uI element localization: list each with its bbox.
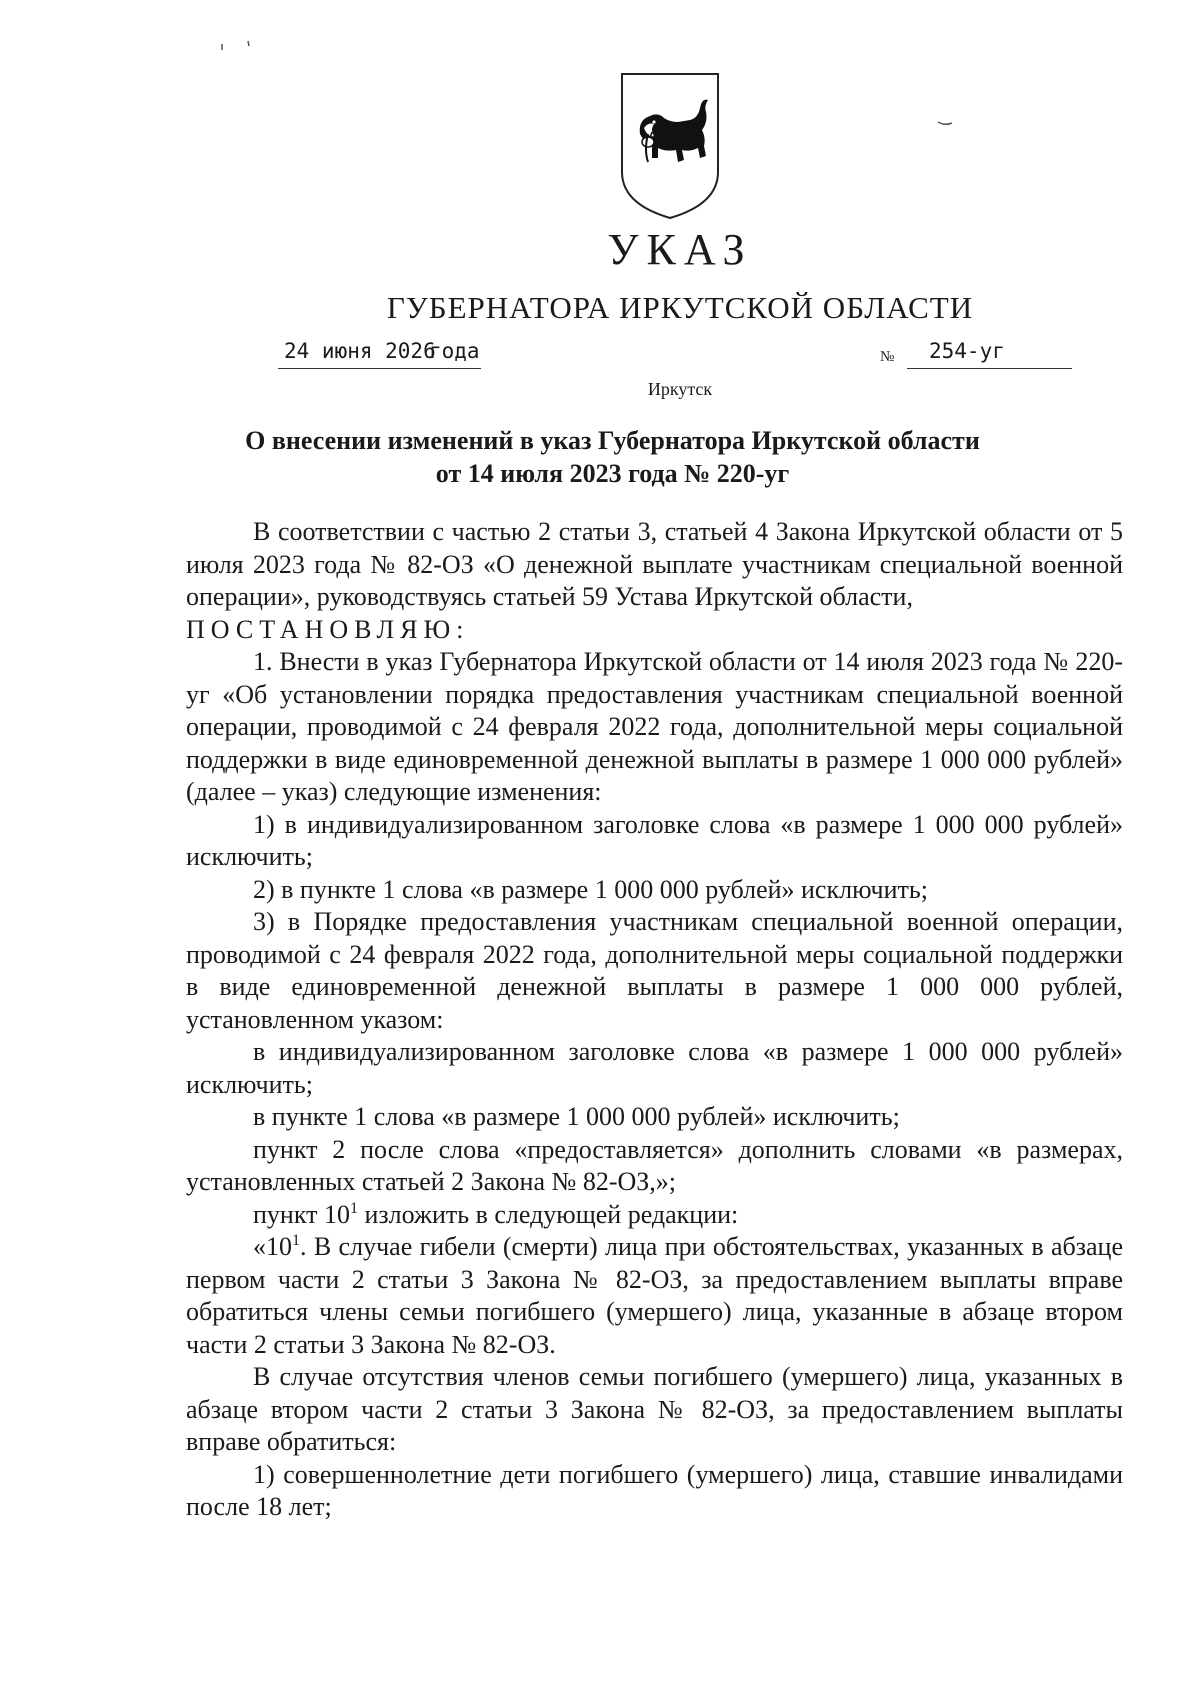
superscript: 1 [292, 1232, 300, 1249]
city-label: Иркутск [647, 379, 713, 399]
decree-word: ПОСТАНОВЛЯЮ: [186, 614, 470, 644]
amendment-point2-paragraph: пункт 2 после слова «предоставляется» дополнить словами «в размерах, установленных статьей 2 Закона № 82-ОЗ,»; [186, 1134, 1123, 1196]
amendment-point1-paragraph: в пункте 1 слова «в размере 1 000 000 рублей» исключить; [253, 1102, 900, 1131]
document-heading-line2: от 14 июля 2023 года № 220-уг [435, 459, 790, 488]
irkutsk-coat-of-arms-babr-icon [618, 72, 722, 220]
decree-number-value: 254-уг [929, 339, 1005, 363]
amendment-heading-paragraph: в индивидуализированном заголовке слова «в размере 1 000 000 рублей» исключить; [186, 1037, 1123, 1099]
subitem-1-paragraph: 1) в индивидуализированном заголовке слова «в размере 1 000 000 рублей» исключить; [186, 809, 1123, 871]
document-heading [0, 424, 1200, 490]
document-subtitle: ГУБЕРНАТОРА ИРКУТСКОЙ ОБЛАСТИ [386, 290, 974, 325]
family-absence-paragraph: В случае отсутствия членов семьи погибшего (умершего) лица, указанных в абзаце втором части 2 статьи 3 Закона № 82-ОЗ, за предоставлением выплаты вправе обратиться: [186, 1362, 1123, 1456]
decree-date-suffix: года [429, 339, 480, 363]
new-point10-1-paragraph [186, 1231, 1123, 1361]
decree-date-value: 24 июня 2026 [284, 339, 436, 363]
text-fragment: изложить в следующей редакции: [357, 1199, 739, 1229]
document-body [186, 516, 1123, 1524]
text-fragment: «10 [253, 1232, 292, 1261]
document-title: УКАЗ [607, 225, 753, 274]
decree-number-field [907, 334, 1072, 369]
text-fragment: пункт 10 [253, 1199, 350, 1229]
amendment-point10-1-paragraph [186, 1199, 1123, 1232]
subitem-2-paragraph: 2) в пункте 1 слова «в размере 1 000 000 рублей» исключить; [253, 874, 928, 904]
subitem-3-paragraph: 3) в Порядке предоставления участникам специальной военной операции, проводимой с 24 февраля 2022 года, дополнительной меры социальной поддержки в виде единовременной денежной выплаты в размере 1 000 000 рублей, установленном указом: [186, 907, 1123, 1034]
scan-dash-mark [936, 118, 954, 128]
item-1-paragraph: 1. Внести в указ Губернатора Иркутской области от 14 июля 2023 года № 220-уг «Об установлении порядка предоставления участникам специальной военной операции, проводимой с 24 февраля 2022 года, дополнительной меры социальной поддержки в виде единовременной денежной выплаты в размере 1 000 000 рублей» (далее – указ) следующие изменения: [186, 647, 1123, 806]
decree-number-sign: № [880, 349, 895, 365]
text-fragment: . В случае гибели (смерти) лица при обстоятельствах, указанных в абзаце первом части 2 статьи 3 Закона № 82-ОЗ, за предоставлением выплаты вправе обратиться члены семьи погибшего (умершего) лица, указанные в абзаце втором части 2 статьи 3 Закона № 82-ОЗ. [186, 1232, 1123, 1359]
preamble-paragraph: В соответствии с частью 2 статьи 3, статьей 4 Закона Иркутской области от 5 июля 2023 года № 82-ОЗ «О денежной выплате участникам специальной военной операции», руководствуясь статьей 59 Устава Иркутской области, [186, 517, 1123, 611]
superscript: 1 [349, 1199, 358, 1217]
document-heading-line1: О внесении изменений в указ Губернатора Иркутской области [245, 426, 980, 455]
scan-speck-marks [216, 38, 256, 58]
adult-children-paragraph: 1) совершеннолетние дети погибшего (умершего) лица, ставшие инвалидами после 18 лет; [186, 1459, 1123, 1521]
